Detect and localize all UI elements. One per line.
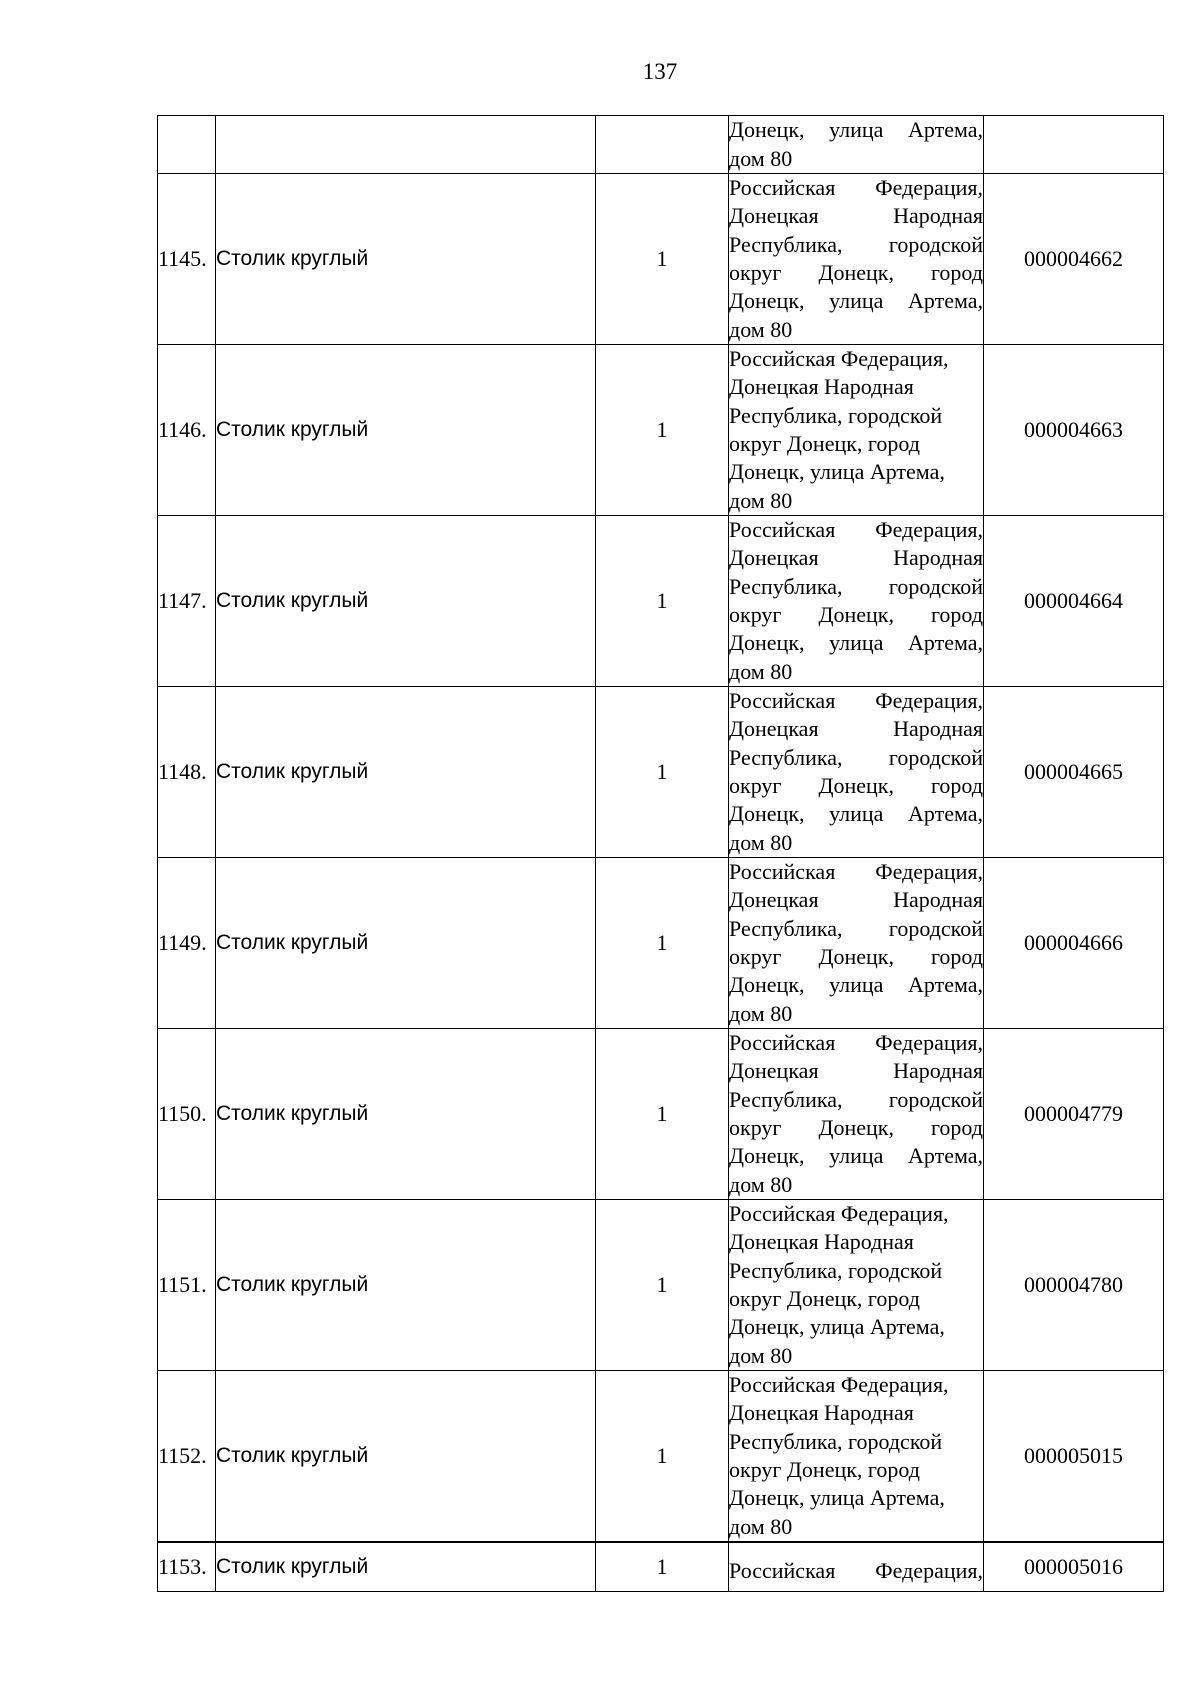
address-line: округ Донецк, город [729,431,920,456]
item-name: Столик круглый [216,1029,596,1200]
inventory-number: 000004780 [984,1200,1164,1371]
address-line: округ Донецк, город [729,944,983,969]
address-line: Республика, городской [729,402,943,428]
quantity: 1 [596,174,729,345]
row-number: 1148. [158,687,216,858]
address-line: Донецкая Народная [729,545,983,571]
address-line: Российская Федерация, [729,688,983,714]
table-row [158,1542,1164,1592]
address-line: Донецкая Народная [729,203,983,229]
address-line: Республика, городской [729,915,983,941]
address-line: Донецк, улица Артема, [729,117,983,143]
address-cell [729,858,984,1029]
address-line: Республика, городской [729,573,983,599]
table-row-continuation [158,116,1164,174]
item-name: Столик круглый [216,1200,596,1371]
quantity: 1 [596,687,729,858]
address-line: Донецк, улица Артема, [729,459,945,485]
quantity: 1 [596,858,729,1029]
address-line: дом 80 [729,1171,793,1197]
address-cell [729,687,984,858]
quantity-cell [596,116,729,174]
address-line: дом 80 [729,316,793,342]
table-row [158,516,1164,687]
quantity: 1 [596,1200,729,1371]
item-name: Столик круглый [216,1542,596,1592]
address-line: Республика, городской [729,1257,943,1283]
address-line: Донецк, улица Артема, [729,801,983,827]
row-number: 1150. [158,1029,216,1200]
quantity: 1 [596,1371,729,1543]
address-cell [729,1029,984,1200]
quantity: 1 [596,345,729,516]
row-number: 1147. [158,516,216,687]
table-row [158,174,1164,345]
address-cell [729,1200,984,1371]
address-line: дом 80 [729,658,793,684]
address-line: Российская Федерация, [729,346,949,372]
row-number: 1146. [158,345,216,516]
quantity: 1 [596,1029,729,1200]
address-line: округ Донецк, город [729,602,983,627]
address-line: Российская Федерация, [729,1030,983,1056]
address-line: Донецк, улица Артема, [729,1314,945,1340]
address-cell [729,174,984,345]
row-number: 1145. [158,174,216,345]
address-line: округ Донецк, город [729,1457,920,1482]
table-row [158,858,1164,1029]
address-line: Донецк, улица Артема, [729,288,983,314]
item-name: Столик круглый [216,1371,596,1543]
inventory-number: 000004666 [984,858,1164,1029]
item-name: Столик круглый [216,687,596,858]
address-cell [729,516,984,687]
address-cell [729,116,984,174]
quantity: 1 [596,516,729,687]
address-line: Российская Федерация, [729,517,983,543]
address-line: Донецкая Народная [729,1058,983,1084]
address-line: Донецкая Народная [729,716,983,742]
quantity: 1 [596,1542,729,1592]
row-number: 1151. [158,1200,216,1371]
address-line: округ Донецк, город [729,1286,920,1311]
address-line: Российская Федерация, [729,1201,949,1227]
item-name: Столик круглый [216,345,596,516]
address-line: Республика, городской [729,1086,983,1112]
address-line: Донецк, улица Артема, [729,630,983,656]
item-name: Столик круглый [216,858,596,1029]
row-number: 1149. [158,858,216,1029]
table-row [158,1029,1164,1200]
address-cell [729,345,984,516]
address-line: Российская Федерация, [729,1372,949,1398]
address-line: Донецкая Народная [729,374,914,400]
table-row [158,345,1164,516]
page-number: 137 [642,59,678,84]
row-number: 1153. [158,1542,216,1592]
item-name: Столик круглый [216,174,596,345]
address-line: Российская Федерация, [729,175,983,201]
table-row [158,1200,1164,1371]
address-line: Донецк, улица Артема, [729,1143,983,1169]
item-name-cell [216,116,596,174]
inventory-number: 000004665 [984,687,1164,858]
address-line: округ Донецк, город [729,773,983,798]
address-line: Российская Федерация, [729,1557,983,1583]
address-line: Российская Федерация, [729,859,983,885]
inventory-number-cell [984,116,1164,174]
inventory-number: 000005015 [984,1371,1164,1543]
address-line: дом 80 [729,145,793,171]
row-number: 1152. [158,1371,216,1543]
inventory-number: 000004663 [984,345,1164,516]
address-line: Донецкая Народная [729,1400,914,1426]
item-name: Столик круглый [216,516,596,687]
address-line: дом 80 [729,1513,793,1539]
address-cell [729,1542,984,1592]
address-line: Республика, городской [729,1428,943,1454]
address-line: Донецкая Народная [729,1229,914,1255]
inventory-number: 000004662 [984,174,1164,345]
inventory-number: 000005016 [984,1542,1164,1592]
address-line: дом 80 [729,1342,793,1368]
table-row [158,687,1164,858]
address-cell [729,1371,984,1543]
address-line: округ Донецк, город [729,260,983,285]
address-line: Донецкая Народная [729,887,983,913]
address-line: округ Донецк, город [729,1115,983,1140]
address-line: Республика, городской [729,744,983,770]
inventory-table [157,115,1164,1592]
address-line: Республика, городской [729,231,983,257]
address-line: Донецк, улица Артема, [729,1485,945,1511]
address-line: дом 80 [729,829,793,855]
table-row [158,1371,1164,1543]
address-line: дом 80 [729,1000,793,1026]
address-line: Донецк, улица Артема, [729,972,983,998]
inventory-number: 000004779 [984,1029,1164,1200]
address-line: дом 80 [729,487,793,513]
row-number-cell [158,116,216,174]
inventory-number: 000004664 [984,516,1164,687]
